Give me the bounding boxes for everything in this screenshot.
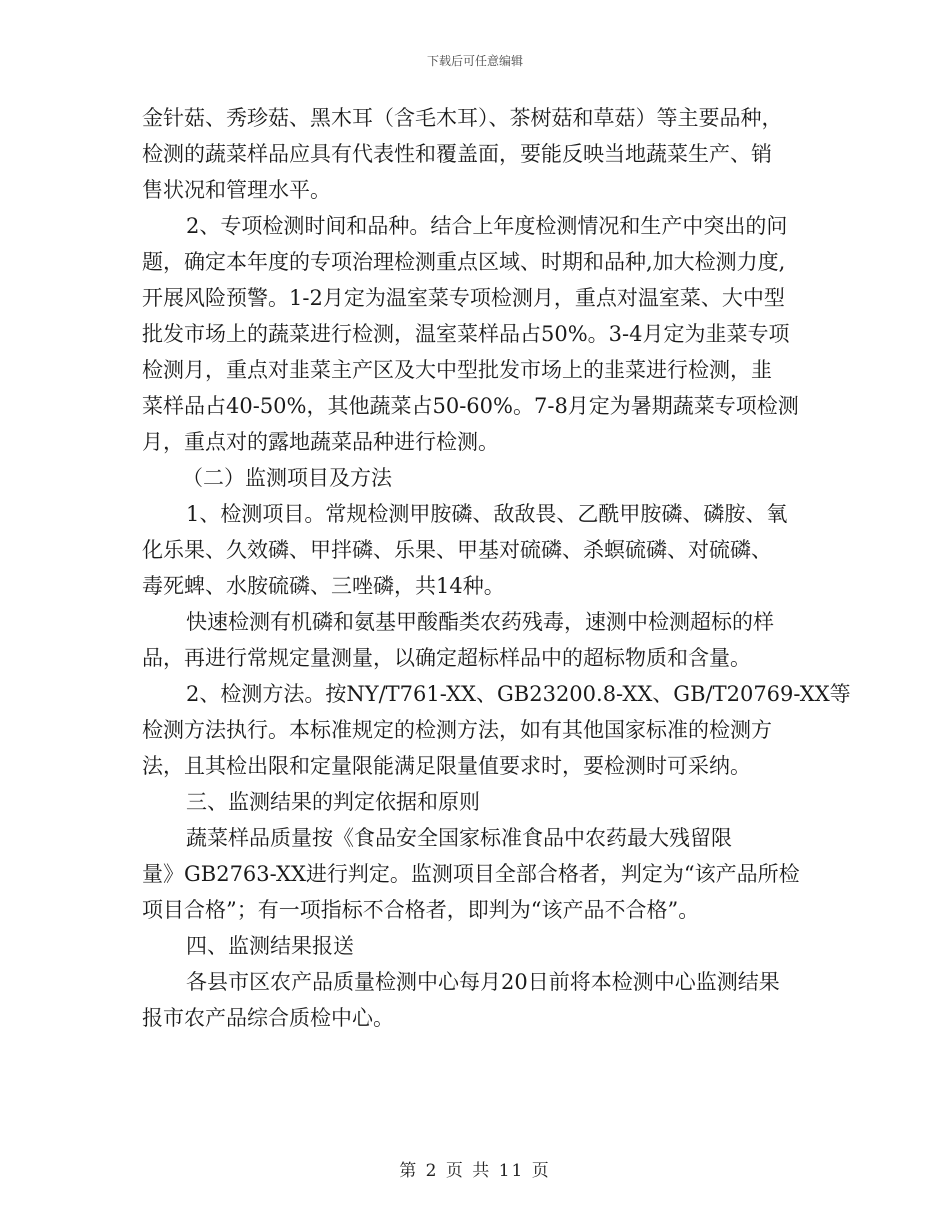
text-line: 各县市区农产品质量检测中心每月20日前将本检测中心监测结果 xyxy=(186,970,780,994)
section-heading: （二）监测项目及方法 xyxy=(182,466,392,490)
page-number-footer: 第 2 页 共 11 页 xyxy=(399,1161,551,1181)
text-line: 题，确定本年度的专项治理检测重点区域、时期和品种,加大检测力度, xyxy=(142,250,786,274)
text-line: 1、检测项目。常规检测甲胺磷、敌敌畏、乙酰甲胺磷、磷胺、氧 xyxy=(186,502,788,526)
text-line: 金针菇、秀珍菇、黑木耳（含毛木耳）、茶树菇和草菇）等主要品种， xyxy=(142,106,783,130)
page-header: 下载后可任意编辑 xyxy=(426,54,523,68)
text-line: 毒死蜱、水胺硫磷、三唑磷，共14种。 xyxy=(142,574,505,598)
text-line: 检测方法执行。本标准规定的检测方法，如有其他国家标准的检测方 xyxy=(142,718,772,742)
text-line: 量》GB2763-XX进行判定。监测项目全部合格者，判定为“该产品所检 xyxy=(142,862,800,886)
text-line: 蔬菜样品质量按《食品安全国家标准食品中农药最大残留限 xyxy=(186,826,732,850)
section-heading: 四、监测结果报送 xyxy=(186,934,354,958)
text-line: 月，重点对的露地蔬菜品种进行检测。 xyxy=(142,430,499,454)
text-line: 报市农产品综合质检中心。 xyxy=(142,1006,394,1030)
text-line: 检测月，重点对韭菜主产区及大中型批发市场上的韭菜进行检测，韭 xyxy=(142,358,772,382)
text-line: 检测的蔬菜样品应具有代表性和覆盖面，要能反映当地蔬菜生产、销 xyxy=(142,142,772,166)
section-heading: 三、监测结果的判定依据和原则 xyxy=(186,790,480,814)
text-line: 售状况和管理水平。 xyxy=(142,178,331,202)
text-line: 化乐果、久效磷、甲拌磷、乐果、甲基对硫磷、杀螟硫磷、对硫磷、 xyxy=(142,538,772,562)
text-line: 快速检测有机磷和氨基甲酸酯类农药残毒，速测中检测超标的样 xyxy=(186,610,774,634)
text-line: 2、检测方法。按NY/T761-XX、GB23200.8-XX、GB/T20769-XX等 xyxy=(186,682,851,706)
text-line: 项目合格”；有一项指标不合格者，即判为“该产品不合格”。 xyxy=(142,898,700,922)
text-line: 2、专项检测时间和品种。结合上年度检测情况和生产中突出的问 xyxy=(186,214,788,238)
text-line: 开展风险预警。1-2月定为温室菜专项检测月，重点对温室菜、大中型 xyxy=(142,286,785,310)
document-body xyxy=(142,100,851,1036)
text-line: 法，且其检出限和定量限能满足限量值要求时，要检测时可采纳。 xyxy=(142,754,751,778)
text-line: 菜样品占40-50%，其他蔬菜占50-60%。7-8月定为暑期蔬菜专项检测 xyxy=(142,394,799,418)
text-line: 品，再进行常规定量测量，以确定超标样品中的超标物质和含量。 xyxy=(142,646,751,670)
text-line: 批发市场上的蔬菜进行检测，温室菜样品占50%。3-4月定为韭菜专项 xyxy=(142,322,790,346)
